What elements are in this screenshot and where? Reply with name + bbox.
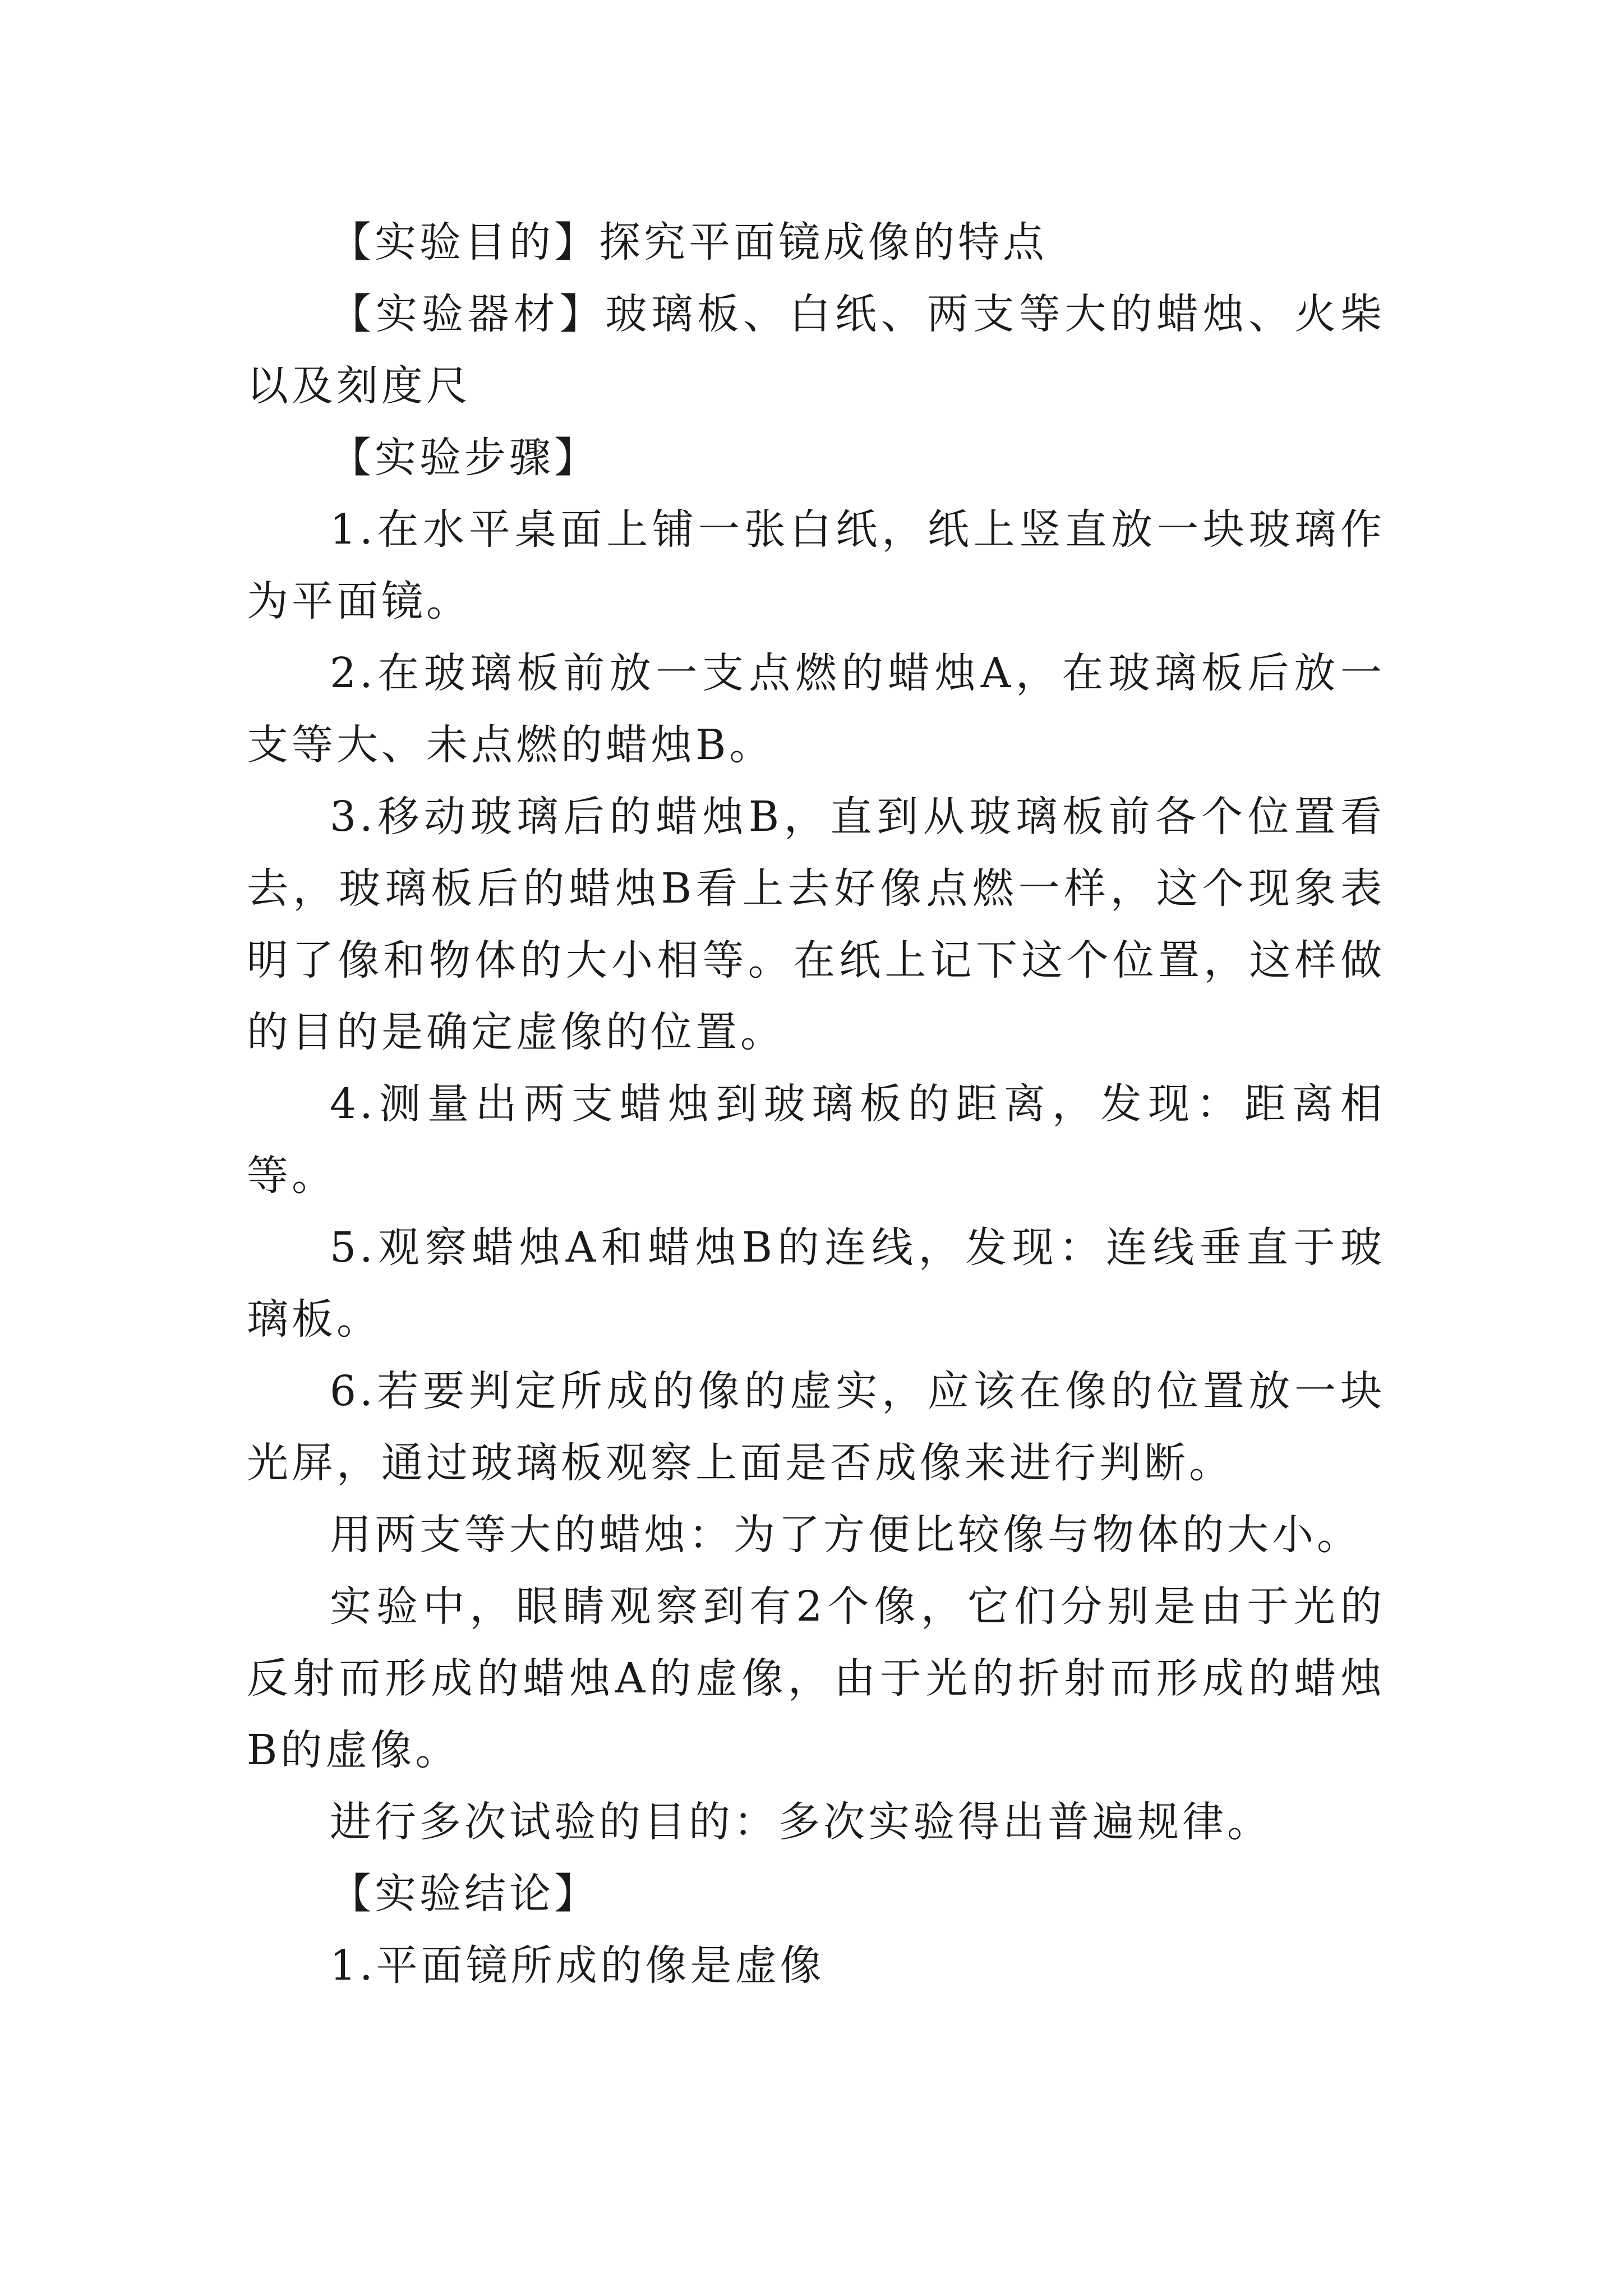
step-3: 3.移动玻璃后的蜡烛B，直到从玻璃板前各个位置看去，玻璃板后的蜡烛B看上去好像点燃一样，这个现象表明了像和物体的大小相等。在纸上记下这个位置，这样做的目的是确定虚像的位置。 — [247, 793, 1385, 1056]
section-heading-purpose: 【实验目的】探究平面镜成像的特点 — [330, 218, 1048, 266]
section-heading-conclusion: 【实验结论】 — [330, 1870, 599, 1918]
conclusion-1: 1.平面镜所成的像是虚像 — [330, 1941, 825, 1990]
document-page — [247, 206, 1385, 2001]
section-heading-steps: 【实验步骤】 — [330, 434, 599, 482]
section-heading-materials: 【实验器材】玻璃板、白纸、两支等大的蜡烛、火柴以及刻度尺 — [247, 290, 1385, 410]
step-4: 4.测量出两支蜡烛到玻璃板的距离，发现：距离相等。 — [247, 1080, 1385, 1200]
step-6: 6.若要判定所成的像的虚实，应该在像的位置放一块光屏，通过玻璃板观察上面是否成像来进行判断。 — [247, 1367, 1385, 1487]
step-2: 2.在玻璃板前放一支点燃的蜡烛A，在玻璃板后放一支等大、未点燃的蜡烛B。 — [247, 649, 1385, 769]
note-multiple-trials: 进行多次试验的目的：多次实验得出普遍规律。 — [330, 1798, 1272, 1846]
note-equal-candles: 用两支等大的蜡烛：为了方便比较像与物体的大小。 — [330, 1511, 1362, 1559]
step-1: 1.在水平桌面上铺一张白纸，纸上竖直放一块玻璃作为平面镜。 — [247, 505, 1385, 625]
note-two-images: 实验中，眼睛观察到有2个像，它们分别是由于光的反射而形成的蜡烛A的虚像，由于光的折射而形成的蜡烛B的虚像。 — [247, 1582, 1385, 1774]
step-5: 5.观察蜡烛A和蜡烛B的连线，发现：连线垂直于玻璃板。 — [247, 1223, 1385, 1343]
